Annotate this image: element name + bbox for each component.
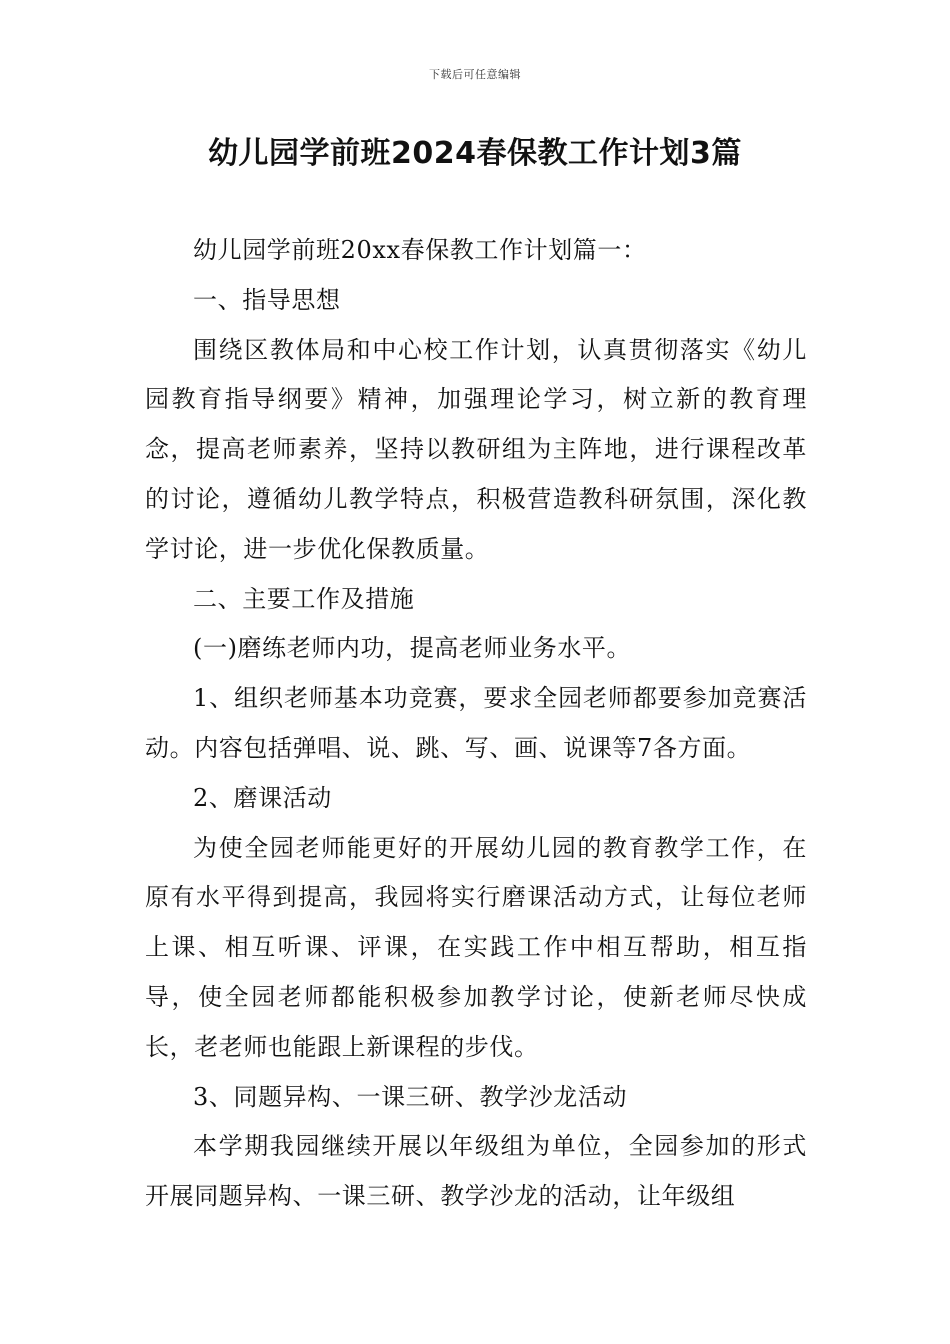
- subsection-heading: (一)磨练老师内功，提高老师业务水平。: [193, 634, 632, 663]
- subtitle-paragraph: 幼儿园学前班20xx春保教工作计划篇一：: [193, 236, 647, 264]
- document-title: 幼儿园学前班2024春保教工作计划3篇: [208, 136, 742, 171]
- body-paragraph: 本学期我园继续开展以年级组为单位，全园参加的形式开展同题异构、一课三研、教学沙龙的活动，让年级组: [145, 1132, 807, 1211]
- body-paragraph: 围绕区教体局和中心校工作计划，认真贯彻落实《幼儿园教育指导纲要》精神，加强理论学习，树立新的教育理念，提高老师素养，坚持以教研组为主阵地，进行课程改革的讨论，遵循幼儿教学特点，积极营造教科研氛围，深化教学讨论，进一步优化保教质量。: [145, 335, 807, 563]
- body-paragraph: 为使全园老师能更好的开展幼儿园的教育教学工作，在原有水平得到提高，我园将实行磨课活动方式，让每位老师上课、相互听课、评课，在实践工作中相互帮助，相互指导，使全园老师都能积极参加教学讨论，使新老师尽快成长，老老师也能跟上新课程的步伐。: [145, 833, 807, 1061]
- section-heading-guiding-ideology: 一、指导思想: [193, 285, 341, 314]
- item-heading: 2、磨课活动: [193, 783, 332, 812]
- section-heading-main-work: 二、主要工作及措施: [193, 584, 415, 613]
- document-body: [145, 226, 807, 1222]
- body-paragraph: 1、组织老师基本功竞赛，要求全园老师都要参加竞赛活动。内容包括弹唱、说、跳、写、画、说课等7各方面。: [145, 684, 807, 762]
- item-heading: 3、同题异构、一课三研、教学沙龙活动: [193, 1082, 628, 1111]
- header-note: 下载后可任意编辑: [429, 68, 521, 81]
